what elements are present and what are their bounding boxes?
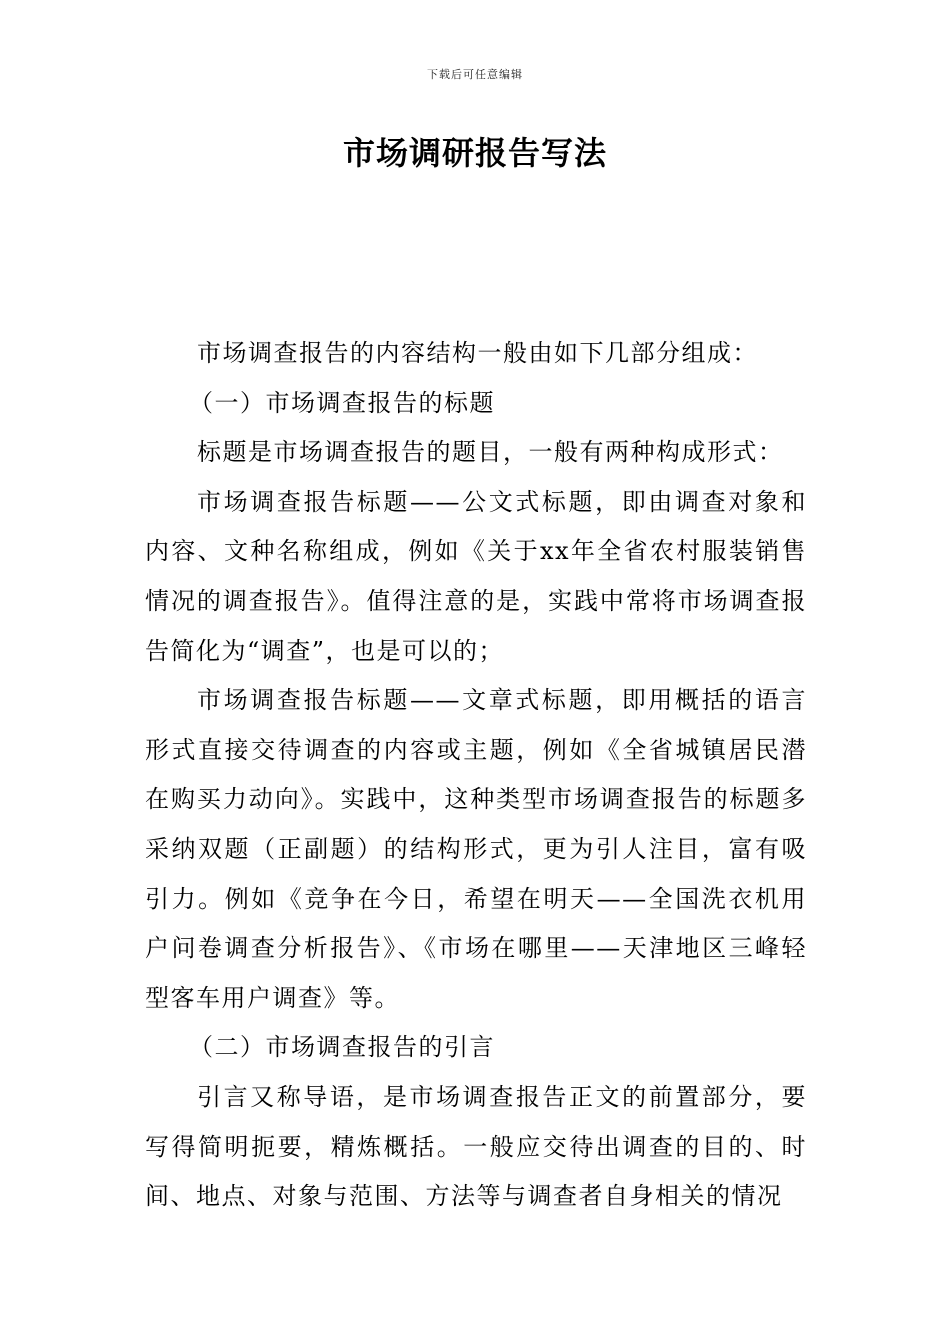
paragraph-title-forms: 标题是市场调查报告的题目，一般有两种构成形式： (197, 438, 784, 467)
paragraph-official-title: 市场调查报告标题——公文式标题，即由调查对象和内容、文种名称组成，例如《关于xx年全省农村服装销售情况的调查报告》。值得注意的是，实践中常将市场调查报告简化为“调查”，也是可以的； (145, 487, 807, 665)
paragraph-preface: 引言又称导语，是市场调查报告正文的前置部分，要写得简明扼要，精炼概括。一般应交待出调查的目的、时间、地点、对象与范围、方法等与调查者自身相关的情况 (145, 1082, 807, 1211)
document-title: 市场调研报告写法 (342, 134, 607, 172)
header-note: 下载后可任意编辑 (427, 68, 523, 81)
paragraph-intro: 市场调查报告的内容结构一般由如下几部分组成： (197, 339, 758, 367)
section-heading-preface: （二）市场调查报告的引言 (189, 1033, 495, 1062)
section-heading-title: （一）市场调查报告的标题 (189, 388, 495, 417)
paragraph-article-title: 市场调查报告标题——文章式标题，即用概括的语言形式直接交待调查的内容或主题，例如《全省城镇居民潜在购买力动向》。实践中，这种类型市场调查报告的标题多采纳双题（正副题）的结构形式，更为引人注目，富有吸引力。例如《竞争在今日，希望在明天——全国洗衣机用户问卷调查分析报告》、《市场在哪里——天津地区三峰轻型客车用户调查》等。 (145, 686, 807, 1012)
document-body (145, 329, 807, 1222)
